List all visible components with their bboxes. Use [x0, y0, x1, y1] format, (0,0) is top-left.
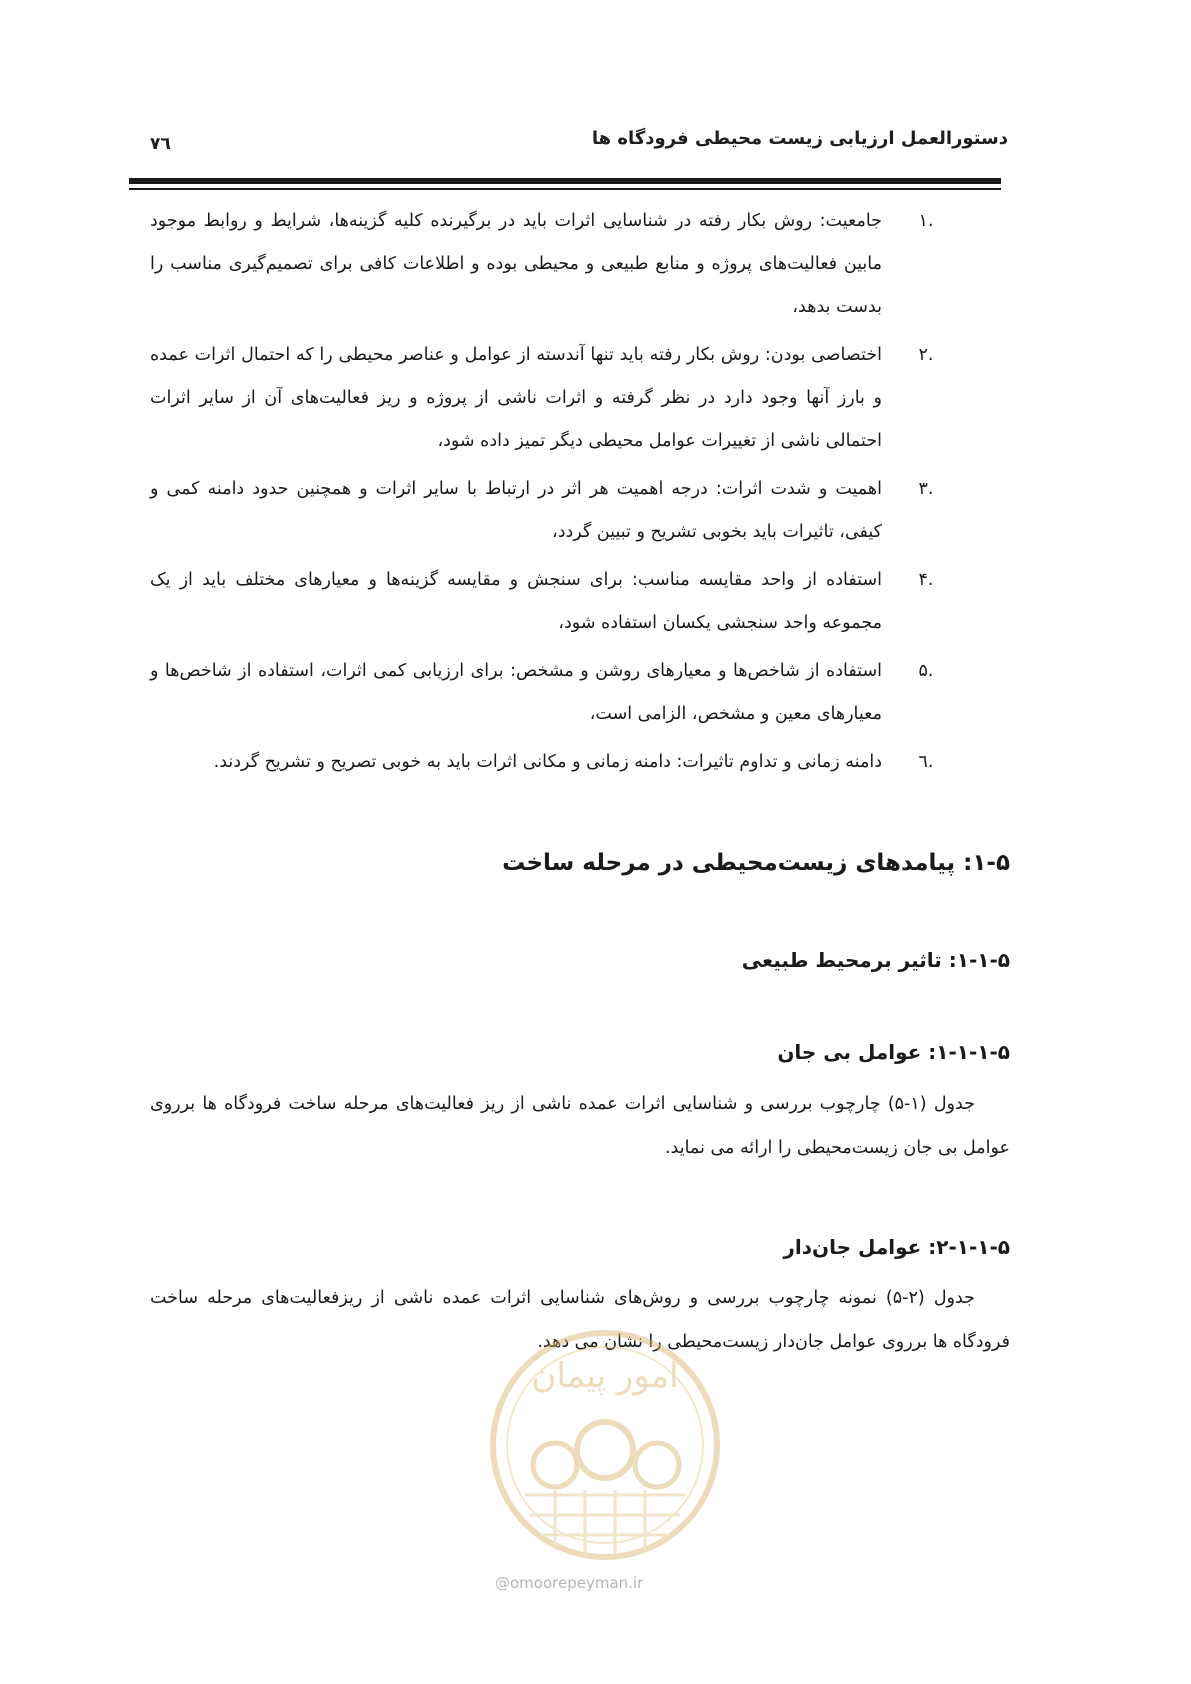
criteria-text: جامعیت: روش بکار رفته در شناسایی اثرات باید در برگیرنده کلیه گزینه‌ها، شرایط و روابط موجود مابین فعالیت‌های پروژه و منابع طبیعی و محیطی بوده و اطلاعات کافی برای تصمیم‌گیری مناسب را بدست بدهد،: [150, 211, 882, 317]
subsection-heading: ۱-۱-۵: تاثیر برمحیط طبیعی: [741, 948, 1010, 972]
criteria-text: اختصاصی بودن: روش بکار رفته باید تنها آندسته از عوامل و عناصر محیطی را که احتمال اثرات عمده و بارز آنها وجود دارد در نظر گرفته و اثرات ناشی از پروژه و ریز فعالیت‌های آن از سایر اثرات احتمالی ناشی از تغییرات عوامل محیطی دیگر تمیز داده شود،: [150, 345, 882, 451]
living-heading: ۲-۱-۱-۵: عوامل جان‌دار: [783, 1235, 1010, 1259]
criteria-text: دامنه زمانی و تداوم تاثیرات: دامنه زمانی و مکانی اثرات باید به خوبی تصریح و تشریح گردند.: [213, 752, 882, 772]
criteria-item: [150, 468, 940, 554]
nonliving-heading: ۱-۱-۱-۵: عوامل بی جان: [777, 1040, 1010, 1064]
criteria-item: [150, 741, 940, 784]
criteria-number: .۱: [918, 211, 934, 231]
criteria-number: .۳: [918, 479, 934, 499]
criteria-text: استفاده از واحد مقایسه مناسب: برای سنجش و مقایسه گزینه‌ها و معیارهای مختلف باید از یک مجموعه واحد سنجشی یکسان استفاده شود،: [150, 570, 882, 633]
nonliving-paragraph: جدول (۱-۵) چارچوب بررسی و شناسایی اثرات عمده ناشی از ریز فعالیت‌های مرحله ساخت فرودگاه ها برروی عوامل بی جان زیست‌محیطی را ارائه می نماید.: [150, 1094, 1010, 1158]
criteria-item: [150, 650, 940, 736]
criteria-text: استفاده از شاخص‌ها و معیارهای روشن و مشخص: برای ارزیابی کمی اثرات، استفاده از شاخص‌ها و معیارهای معین و مشخص، الزامی است،: [150, 661, 882, 724]
criteria-number: .۲: [918, 345, 934, 365]
criteria-item: [150, 200, 940, 329]
criteria-number: .۵: [918, 661, 934, 681]
header-rule-thin: [129, 188, 1001, 190]
living-paragraph: جدول (۲-۵) نمونه چارچوب بررسی و روش‌های شناسایی اثرات عمده ناشی از ریزفعالیت‌های مرحله ساخت فرودگاه ها برروی عوامل جان‌دار زیست‌محیطی را نشان می دهد.: [150, 1288, 1010, 1352]
section-heading: ۱-۵: پیامدهای زیست‌محیطی در مرحله ساخت: [502, 850, 1010, 876]
watermark-logo: [485, 1315, 725, 1605]
criteria-number: .۴: [918, 570, 934, 590]
criteria-list: [150, 200, 940, 789]
running-title: دستورالعمل ارزیابی زیست محیطی فرودگاه ها: [591, 128, 1008, 149]
watermark-logo-text: امور پیمان: [531, 1356, 679, 1396]
watermark-url: @omoorepeyman.ir: [495, 1574, 644, 1592]
criteria-number: .٦: [918, 752, 934, 772]
criteria-item: [150, 334, 940, 463]
criteria-text: اهمیت و شدت اثرات: درجه اهمیت هر اثر در ارتباط با سایر اثرات و همچنین حدود دامنه کمی و کیفی، تاثیرات باید بخوبی تشریح و تبیین گردد،: [150, 479, 882, 542]
header-rule-thick: [129, 178, 1001, 184]
page-number: ۷٦: [150, 134, 171, 154]
criteria-item: [150, 559, 940, 645]
